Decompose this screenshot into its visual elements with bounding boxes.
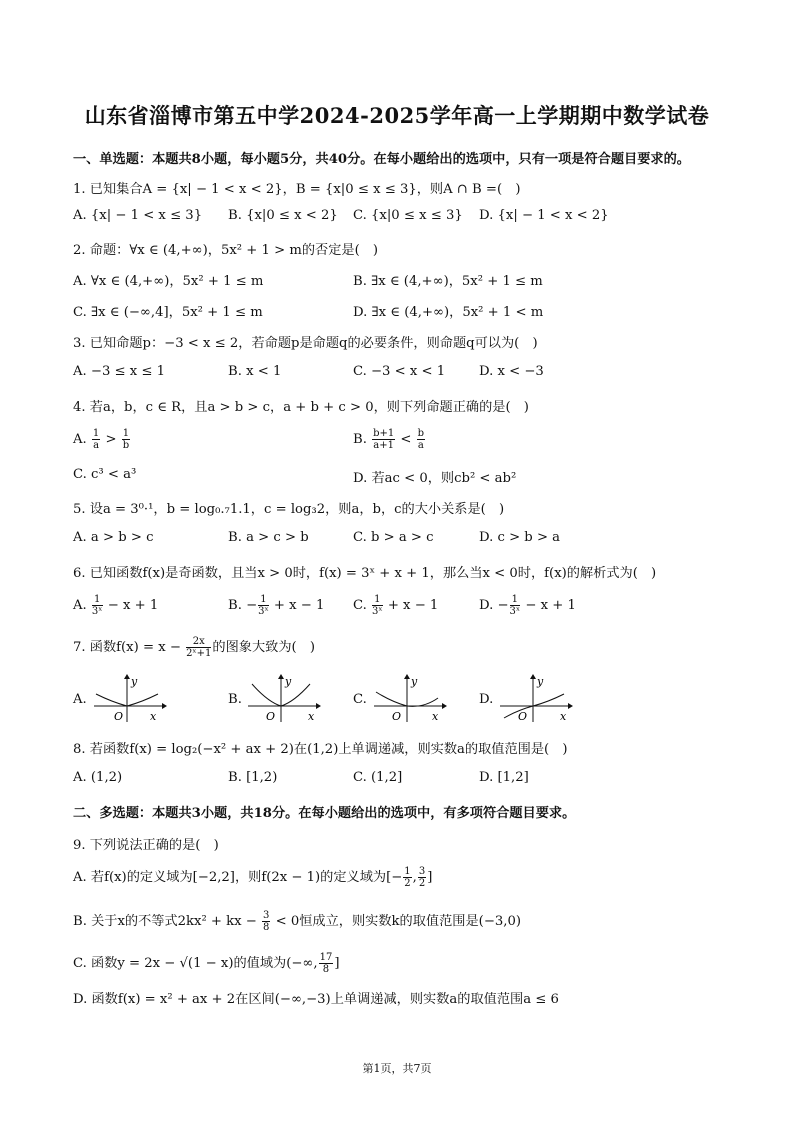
question-1-option-d: D. {x| − 1 < x < 2}	[479, 208, 609, 223]
question-9-option-a: A. 若f(x)的定义域为[−2,2]，则f(2x − 1)的定义域为[− $\frac{1}{2}$ , $\frac{3}{2}$ ]	[73, 866, 433, 889]
fraction: $\frac{17}{8}$	[319, 952, 333, 975]
question-7-graph-c	[372, 672, 447, 724]
question-7-graph-d	[498, 672, 573, 724]
question-4-stem: 4. 若a，b，c ∈ R，且a > b > c，a + b + c > 0，则下列命题正确的是( )	[73, 400, 529, 415]
question-9-option-d: D. 函数f(x) = x² + ax + 2在区间(−∞,−3)上单调递减，则实数a的取值范围a ≤ 6	[73, 992, 559, 1007]
question-2-option-d: D. ∃x ∈ (4,+∞)，5x² + 1 < m	[353, 305, 544, 320]
question-7-option-b-label: B.	[228, 692, 242, 707]
fraction: $\frac{2x}{\text{2ˣ+1}}$	[186, 636, 212, 659]
question-7-option-d-label: D.	[479, 692, 494, 707]
question-3-option-d: D. x < −3	[479, 364, 544, 379]
question-6-stem: 6. 已知函数f(x)是奇函数，且当x > 0时，f(x) = 3ˣ + x + 1，那么当x < 0时，f(x)的解析式为( )	[73, 566, 657, 581]
question-7-graph-b	[246, 672, 321, 724]
question-3-option-c: C. −3 < x < 1	[353, 364, 446, 379]
question-4-option-c: C. c³ < a³	[73, 467, 137, 482]
fraction: $\frac{1}{\text{3ˣ}}$	[91, 594, 103, 617]
question-1-stem: 1. 已知集合A = {x| − 1 < x < 2}，B = {x|0 ≤ x ≤ 3}，则A ∩ B =( )	[73, 182, 521, 197]
section-multiple-choice: 二、多选题：本题共3小题，共18分。在每小题给出的选项中，有多项符合题目要求。	[73, 806, 576, 821]
question-9-option-c: C. 函数y = 2x − √(1 − x)的值域为(−∞, $\frac{17}{8}$ ]	[73, 952, 340, 975]
question-8-option-c: C. (1,2]	[353, 770, 403, 785]
question-2-stem: 2. 命题：∀x ∈ (4,+∞)，5x² + 1 > m的否定是( )	[73, 243, 379, 258]
axis-label-y: y	[537, 675, 544, 688]
axis-label-x: x	[560, 710, 567, 723]
question-9-stem: 9. 下列说法正确的是( )	[73, 838, 219, 853]
question-1-option-a: A. {x| − 1 < x ≤ 3}	[73, 208, 203, 223]
fraction: $\frac{b}{a}$	[417, 428, 425, 451]
page-number: 第1页，共7页	[362, 1062, 432, 1075]
fraction: $\frac{b+1}{a+1}$	[373, 428, 395, 451]
fraction: $\frac{1}{a}$	[92, 428, 100, 451]
question-8-option-d: D. [1,2]	[479, 770, 529, 785]
question-1-option-c: C. {x|0 ≤ x ≤ 3}	[353, 208, 463, 223]
axis-label-y: y	[131, 675, 138, 688]
question-3-option-b: B. x < 1	[228, 364, 282, 379]
section-single-choice: 一、单选题：本题共8小题，每小题5分，共40分。在每小题给出的选项中，只有一项是符合题目要求的。	[73, 152, 690, 167]
fraction: $\frac{1}{2}$	[404, 866, 411, 889]
question-5-option-b: B. a > c > b	[228, 530, 309, 545]
question-2-option-a: A. ∀x ∈ (4,+∞)，5x² + 1 ≤ m	[73, 274, 264, 289]
exam-title: 山东省淄博市第五中学2024-2025学年高一上学期期中数学试卷	[84, 103, 710, 128]
question-4-option-a: A. $\frac{1}{a}$ > $\frac{1}{b}$	[73, 428, 130, 451]
question-7-stem: 7. 函数f(x) = x − $\frac{2x}{\text{2ˣ+1}}$ 的图象大致为( )	[73, 636, 316, 659]
origin-label: O	[518, 710, 528, 723]
axis-label-y: y	[285, 675, 292, 688]
question-6-option-c: C. $\frac{1}{\text{3ˣ}}$ + x − 1	[353, 594, 439, 617]
fraction: $\frac{3}{8}$	[263, 910, 270, 933]
fraction: $\frac{1}{\text{3ˣ}}$	[372, 594, 383, 617]
question-7-graph-a	[92, 672, 167, 724]
question-8-option-b: B. [1,2)	[228, 770, 278, 785]
question-2-option-c: C. ∃x ∈ (−∞,4]，5x² + 1 ≤ m	[73, 305, 263, 320]
origin-label: O	[392, 710, 402, 723]
origin-label: O	[266, 710, 276, 723]
question-7-option-c-label: C.	[353, 692, 367, 707]
axis-label-x: x	[432, 710, 439, 723]
question-2-option-b: B. ∃x ∈ (4,+∞)，5x² + 1 ≤ m	[353, 274, 543, 289]
fraction: $\frac{1}{\text{3ˣ}}$	[258, 594, 269, 617]
fraction: $\frac{3}{2}$	[418, 866, 426, 889]
question-7-option-a-label: A.	[73, 692, 87, 707]
question-4-option-d: D. 若ac < 0，则cb² < ab²	[353, 471, 517, 486]
question-5-option-a: A. a > b > c	[73, 530, 154, 545]
question-5-stem: 5. 设a = 3⁰·¹，b = log₀.₇1.1，c = log₃2，则a，b，c的大小关系是( )	[73, 502, 505, 517]
question-3-option-a: A. −3 ≤ x ≤ 1	[73, 364, 166, 379]
question-3-stem: 3. 已知命题p：−3 < x ≤ 2，若命题p是命题q的必要条件，则命题q可以为( )	[73, 336, 538, 351]
question-1-option-b: B. {x|0 ≤ x < 2}	[228, 208, 338, 223]
question-6-option-d: D. − $\frac{1}{\text{3ˣ}}$ − x + 1	[479, 594, 576, 617]
fraction: $\frac{1}{\text{3ˣ}}$	[509, 594, 521, 617]
question-8-stem: 8. 若函数f(x) = log₂(−x² + ax + 2)在(1,2)上单调递减，则实数a的取值范围是( )	[73, 742, 568, 757]
question-6-option-b: B. − $\frac{1}{\text{3ˣ}}$ + x − 1	[228, 594, 325, 617]
question-5-option-d: D. c > b > a	[479, 530, 561, 545]
question-8-option-a: A. (1,2)	[73, 770, 123, 785]
question-9-option-b: B. 关于x的不等式2kx² + kx − $\frac{3}{8}$ < 0恒成立，则实数k的取值范围是(−3,0)	[73, 910, 521, 933]
axis-label-y: y	[411, 675, 418, 688]
origin-label: O	[114, 710, 124, 723]
question-5-option-c: C. b > a > c	[353, 530, 434, 545]
fraction: $\frac{1}{b}$	[122, 428, 130, 451]
axis-label-x: x	[308, 710, 315, 723]
axis-label-x: x	[150, 710, 157, 723]
question-6-option-a: A. $\frac{1}{\text{3ˣ}}$ − x + 1	[73, 594, 159, 617]
question-4-option-b: B. $\frac{b+1}{a+1}$ < $\frac{b}{a}$	[353, 428, 425, 451]
